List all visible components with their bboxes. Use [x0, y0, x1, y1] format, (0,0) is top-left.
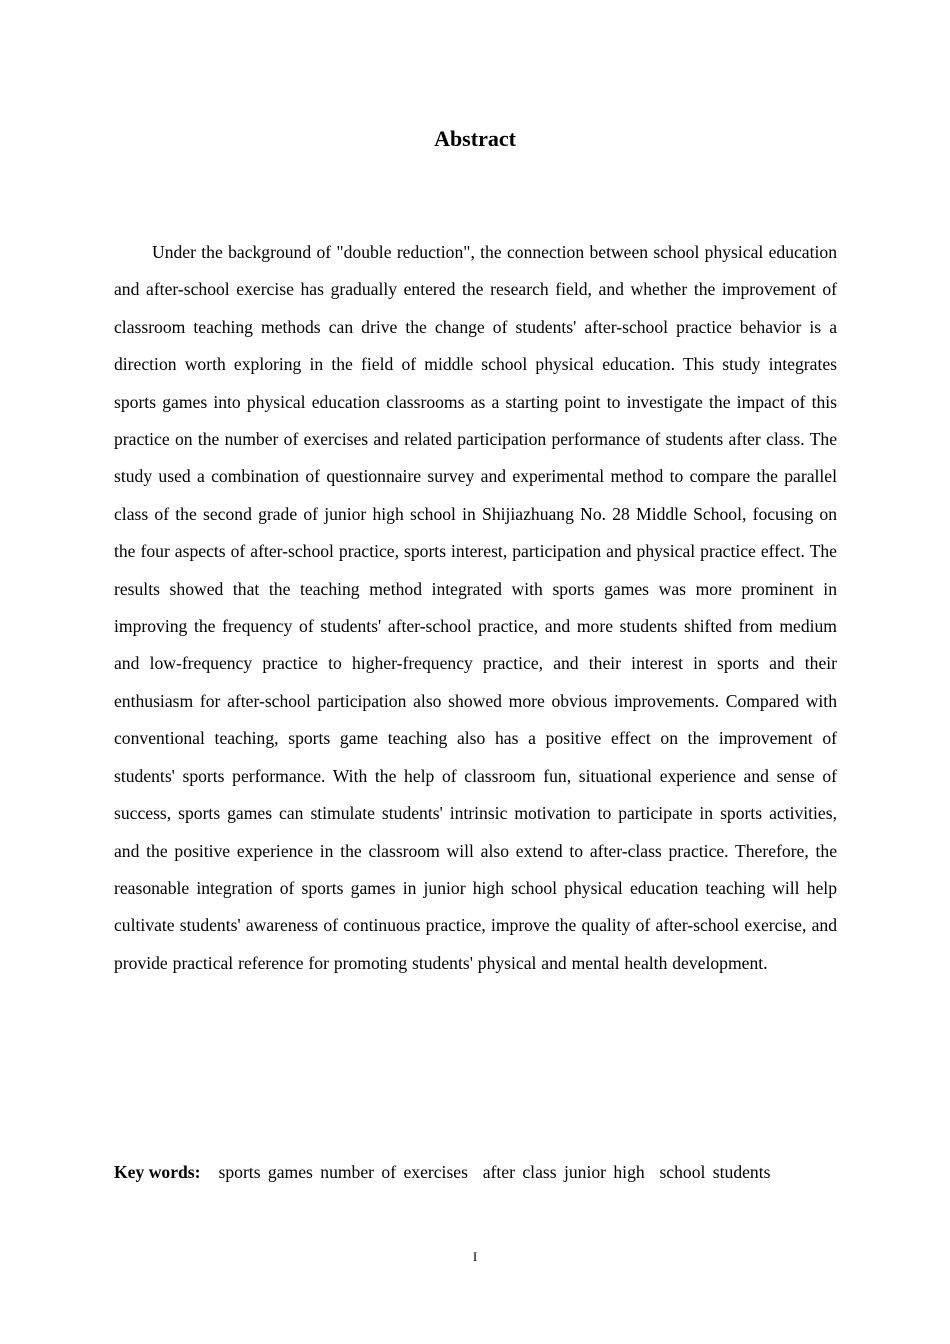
keywords-text: sports games number of exercises after class junior high school students — [218, 1162, 771, 1182]
keywords-label: Key words: — [114, 1162, 201, 1182]
page-title: Abstract — [434, 126, 516, 151]
abstract-body: Under the background of "double reduction", the connection between school physical education and after-school exercise has gradually entered the research field, and whether the improvement of classroom teaching methods can drive the change of students' after-school practice behavior is a direction worth exploring in the field of middle school physical education. This study integrates sports games into physical education classrooms as a starting point to investigate the impact of this practice on the number of exercises and related participation performance of students after class. The study used a combination of questionnaire survey and experimental method to compare the parallel class of the second grade of junior high school in Shijiazhuang No. 28 Middle School, focusing on the four aspects of after-school practice, sports interest, participation and physical practice effect. The results showed that the teaching method integrated with sports games was more prominent in improving the frequency of students' after-school practice, and more students shifted from medium and low-frequency practice to higher-frequency practice, and their interest in sports and their enthusiasm for after-school participation also showed more obvious improvements. Compared with conventional teaching, sports game teaching also has a positive effect on the improvement of students' sports performance. With the help of classroom fun, situational experience and sense of success, sports games can stimulate students' intrinsic motivation to participate in sports activities, and the positive experience in the classroom will also extend to after-class practice. Therefore, the reasonable integration of sports games in junior high school physical education teaching will help cultivate students' awareness of continuous practice, improve the quality of after-school exercise, and provide practical reference for promoting students' physical and mental health development. — [114, 242, 837, 973]
page-number: I — [472, 1249, 478, 1264]
keywords-line — [114, 1160, 837, 1185]
